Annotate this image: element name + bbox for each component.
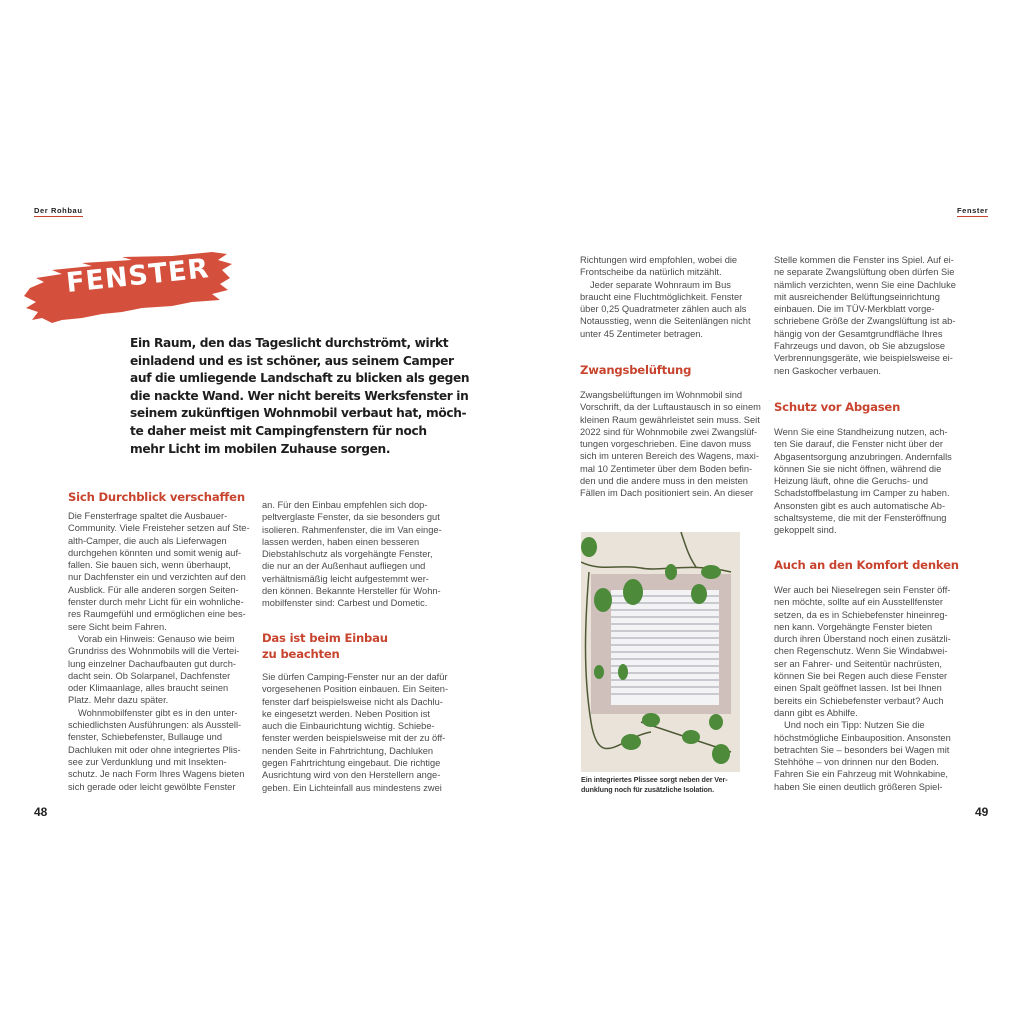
text-line: Schadstoffbelastung im Camper zu haben.	[774, 488, 950, 499]
text-line: res Raumgefühl und ermöglichen eine bes-	[68, 609, 246, 620]
text-line: Wer auch bei Nieselregen sein Fenster öff-	[774, 585, 951, 595]
text-line: sere Sicht beim Fahren.	[68, 621, 167, 632]
heading-komfort: Auch an den Komfort denken	[774, 558, 959, 572]
text-line: ser an Fahrer- und Seitentür nachrüsten,	[774, 658, 942, 669]
photo-window-with-pleated-blind	[581, 532, 740, 772]
text-line: te daher meist mit Campingfenstern für noch	[130, 423, 427, 438]
text-line: Verbrennungsgeräte, wie beispielsweise ei-	[774, 353, 953, 364]
text-line: unter 45 Zentimeter betragen.	[580, 328, 703, 339]
text-line: Richtungen wird empfohlen, wobei die	[580, 255, 738, 265]
text-line: lassen werden, haben einen besseren	[262, 536, 420, 547]
text-line: mal 10 Zentimeter über dem Boden befin-	[580, 463, 753, 474]
text-line: tungen vorgeschrieben. Eine davon muss	[580, 439, 752, 450]
heading-einbau-line1: Das ist beim Einbau	[262, 631, 388, 645]
text-line: mobilfenster sind: Carbest und Dometic.	[262, 598, 428, 609]
text-line: seinem zukünftigen Wohnmobil verbaut hat, möch-	[130, 406, 467, 421]
text-line: sich im unteren Bereich des Wagens, maxi-	[580, 451, 759, 462]
text-line: schaltsysteme, die mit der Fensteröffnung	[774, 513, 947, 524]
column-4-text-b	[774, 426, 952, 537]
text-line: Ein Raum, den das Tageslicht durchströmt, wirkt	[130, 336, 449, 350]
text-line: Notausstieg, wenn die Seitenlängen nicht	[580, 316, 751, 327]
text-line: bereits ein Schiebefenster verbaut? Auch	[774, 695, 944, 706]
text-line: haben Sie einen deutlich größeren Spiel-	[774, 781, 943, 792]
text-line: Stelle kommen die Fenster ins Spiel. Auf ei-	[774, 255, 954, 265]
text-line: nen möchte, sollte auf ein Ausstellfenster	[774, 597, 943, 608]
text-line: mehr Licht im mobilen Zuhause sorgen.	[130, 441, 391, 456]
text-line: 2022 sind für Wohnmobile zwei Zwangslüf-	[580, 426, 758, 437]
text-line: dacht sein. Ob Solarpanel, Dachfenster	[68, 670, 231, 681]
text-line: Und noch ein Tipp: Nutzen Sie die	[784, 720, 925, 731]
text-line: nen kann. Vorgehängte Fenster bieten	[774, 621, 933, 632]
text-line: höchstmögliche Einbauposition. Ansonsten	[774, 732, 951, 743]
text-line: verhältnismäßig leicht aufgestemmt wer-	[262, 573, 429, 584]
text-line: fenster darf beispielsweise nicht als Dachlu-	[262, 696, 443, 707]
text-line: Ansonsten gibt es auch automatische Ab-	[774, 500, 946, 511]
text-line: lung einzelner Dachaufbauten gut durch-	[68, 658, 236, 669]
text-line: können Sie sie nicht öffnen, während die	[774, 463, 942, 474]
text-line: schutz. Je nach Form Ihres Wagens bieten	[68, 769, 245, 780]
text-line: geben. Ein Lichteinfall aus mindestens zwei	[262, 782, 442, 793]
text-line: über 0,25 Quadratmeter zählen auch als	[580, 304, 747, 315]
text-line: Grundriss des Wohnmobils will die Vertei-	[68, 646, 240, 657]
text-line: see zur Verdunklung und mit Insekten-	[68, 756, 227, 767]
column-2-text-b	[262, 671, 448, 794]
text-line: schiedlichsten Ausführungen: als Ausstell-	[68, 720, 242, 731]
text-line: Diebstahlschutz als vorgehängte Fenster,	[262, 549, 433, 560]
text-line: alth-Camper, die auch als Lieferwagen	[68, 535, 227, 546]
text-line: Jeder separate Wohnraum im Bus	[590, 279, 731, 290]
text-line: nämlich verzichten, wenn Sie eine Dachluke	[774, 279, 956, 290]
running-head-left: Der Rohbau	[34, 206, 83, 215]
text-line: setzen, da es in Schiebefenster hineinreg-	[774, 609, 948, 620]
text-line: Die Fensterfrage spaltet die Ausbauer-	[68, 511, 228, 521]
text-line: die nur an der Außenhaut aufliegen und	[262, 561, 426, 572]
text-line: dunklung noch für zusätzliche Isolation.	[581, 785, 714, 794]
text-line: mit ausreichender Belüftungseinrichtung	[774, 291, 940, 302]
text-line: auf die umliegende Landschaft zu blicken als gegen	[130, 371, 470, 386]
text-line: Zwangsbelüftungen im Wohnmobil sind	[580, 390, 743, 400]
text-line: Wohnmobilfenster gibt es in den unter-	[78, 707, 238, 718]
text-line: Ausblick. Für alle anderen sorgen Seiten-	[68, 584, 239, 595]
text-line: durchgehen könnten und somit wenig auf-	[68, 547, 242, 558]
text-line: Wenn Sie eine Standheizung nutzen, ach-	[774, 427, 948, 437]
photo-caption	[581, 775, 728, 795]
text-line: fenster, Schiebefenster, Bullauge und	[68, 732, 223, 743]
text-line: ne separate Zwangslüftung oben dürfen Sie	[774, 267, 955, 278]
text-line: einbauen. Die im TÜV-Merkblatt vorge-	[774, 304, 935, 315]
text-line: an. Für den Einbau empfehlen sich dop-	[262, 500, 428, 510]
text-line: Fahren Sie ein Fahrzeug mit Wohnkabine,	[774, 769, 948, 780]
page-number-left: 48	[34, 805, 48, 819]
text-line: Platz. Mehr dazu später.	[68, 695, 169, 706]
text-line: dann gibt es Abhilfe.	[774, 707, 858, 718]
column-4-text-a	[774, 254, 956, 377]
heading-durchblick: Sich Durchblick verschaffen	[68, 490, 245, 504]
text-line: ke eingesetzt werden. Neben Position ist	[262, 708, 430, 719]
text-line: den können. Bekannte Hersteller für Wohn-	[262, 586, 441, 597]
text-line: Vorschrift, da der Luftaustausch in so einem	[580, 402, 761, 413]
chapter-title: FENSTER	[64, 253, 211, 299]
text-line: Community. Viele Freisteher setzen auf Ste-	[68, 523, 250, 534]
text-line: können Sie bei Regen auch diese Fenster	[774, 671, 948, 682]
column-1-text	[68, 510, 250, 793]
text-line: nenden Seite in Fahrtrichtung, Dachluken	[262, 745, 434, 756]
text-line: nen Gaskocher verbauen.	[774, 365, 881, 376]
text-line: peltverglaste Fenster, da sie besonders gut	[262, 512, 440, 523]
text-line: chen Regenschutz. Wenn Sie Windabwei-	[774, 646, 948, 657]
text-line: Frontscheibe da natürlich mitzählt.	[580, 267, 722, 278]
page-number-right: 49	[975, 805, 989, 819]
text-line: gekoppelt sind.	[774, 525, 837, 536]
lead-paragraph	[130, 335, 469, 458]
column-3-text-a	[580, 254, 751, 340]
text-line: Abgasentsorgung anzubringen. Andernfalls	[774, 451, 952, 462]
text-line: die nackte Wand. Wer nicht bereits Werksfenster in	[130, 388, 469, 403]
text-line: fenster durch mehr Licht für ein wohnliche-	[68, 597, 244, 608]
text-line: Fahrzeugs und davon, ob Sie abzugslose	[774, 341, 946, 352]
text-line: Sie dürfen Camping-Fenster nur an der dafür	[262, 672, 448, 682]
text-line: Heizung läuft, ohne die Geruchs- und	[774, 476, 929, 487]
text-line: kleinen Raum gewährleistet sein muss. Seit	[580, 414, 760, 425]
text-line: gegen Fahrtrichtung eingebaut. Die richtige	[262, 758, 441, 769]
column-4-text-c	[774, 584, 951, 793]
heading-einbau-line2: zu beachten	[262, 647, 340, 661]
text-line: nur Dachfenster ein und verzichten auf den	[68, 572, 246, 583]
column-3-text-b	[580, 389, 761, 500]
text-line: durch ihren Überstand noch einen zusätzli-	[774, 634, 951, 645]
text-line: fallen. Sie bauen sich, wenn überhaupt,	[68, 560, 231, 571]
text-line: betrachten Sie – besonders bei Wagen mit	[774, 744, 950, 755]
text-line: braucht eine Fluchtmöglichkeit. Fenster	[580, 291, 743, 302]
text-line: vorgesehenen Position einbauen. Ein Seiten-	[262, 684, 449, 695]
heading-abgase: Schutz vor Abgasen	[774, 400, 901, 414]
text-line: ten Sie darauf, die Fenster nicht über der	[774, 439, 943, 450]
text-line: sich gerade oder leicht gewölbte Fenster	[68, 781, 236, 792]
text-line: Fällen im Dach positioniert sein. An dieser	[580, 488, 754, 499]
text-line: Stehhöhe – von drinnen nur den Boden.	[774, 757, 939, 768]
text-line: schriebene Größe der Zwangslüftung ist ab-	[774, 316, 956, 327]
text-line: Vorab ein Hinweis: Genauso wie beim	[78, 633, 235, 644]
heading-zwangsbelueftung: Zwangsbelüftung	[580, 363, 692, 377]
text-line: Dachluken mit oder ohne integriertes Plis-	[68, 744, 241, 755]
text-line: einen Spalt geöffnet lassen. Ist bei Ihnen	[774, 683, 942, 694]
text-line: oder Klimaanlage, alles braucht seinen	[68, 683, 229, 694]
text-line: Ausrichtung wird von den Herstellern ange-	[262, 770, 441, 781]
running-head-right: Fenster	[957, 206, 989, 215]
text-line: fenster werden beispielsweise mit der zu öff-	[262, 733, 446, 744]
text-line: auch die Einbaurichtung wichtig. Schiebe-	[262, 721, 435, 732]
text-line: Ein integriertes Plissee sorgt neben der Ver-	[581, 775, 728, 784]
column-2-text-a	[262, 499, 442, 610]
text-line: einladend und es ist schöner, aus seinem Camper	[130, 353, 454, 368]
text-line: isolieren. Rahmenfenster, die im Van einge-	[262, 524, 442, 535]
text-line: hängig von der Gesamtgrundfläche Ihres	[774, 328, 943, 339]
text-line: den und die andere muss in den meisten	[580, 476, 748, 487]
